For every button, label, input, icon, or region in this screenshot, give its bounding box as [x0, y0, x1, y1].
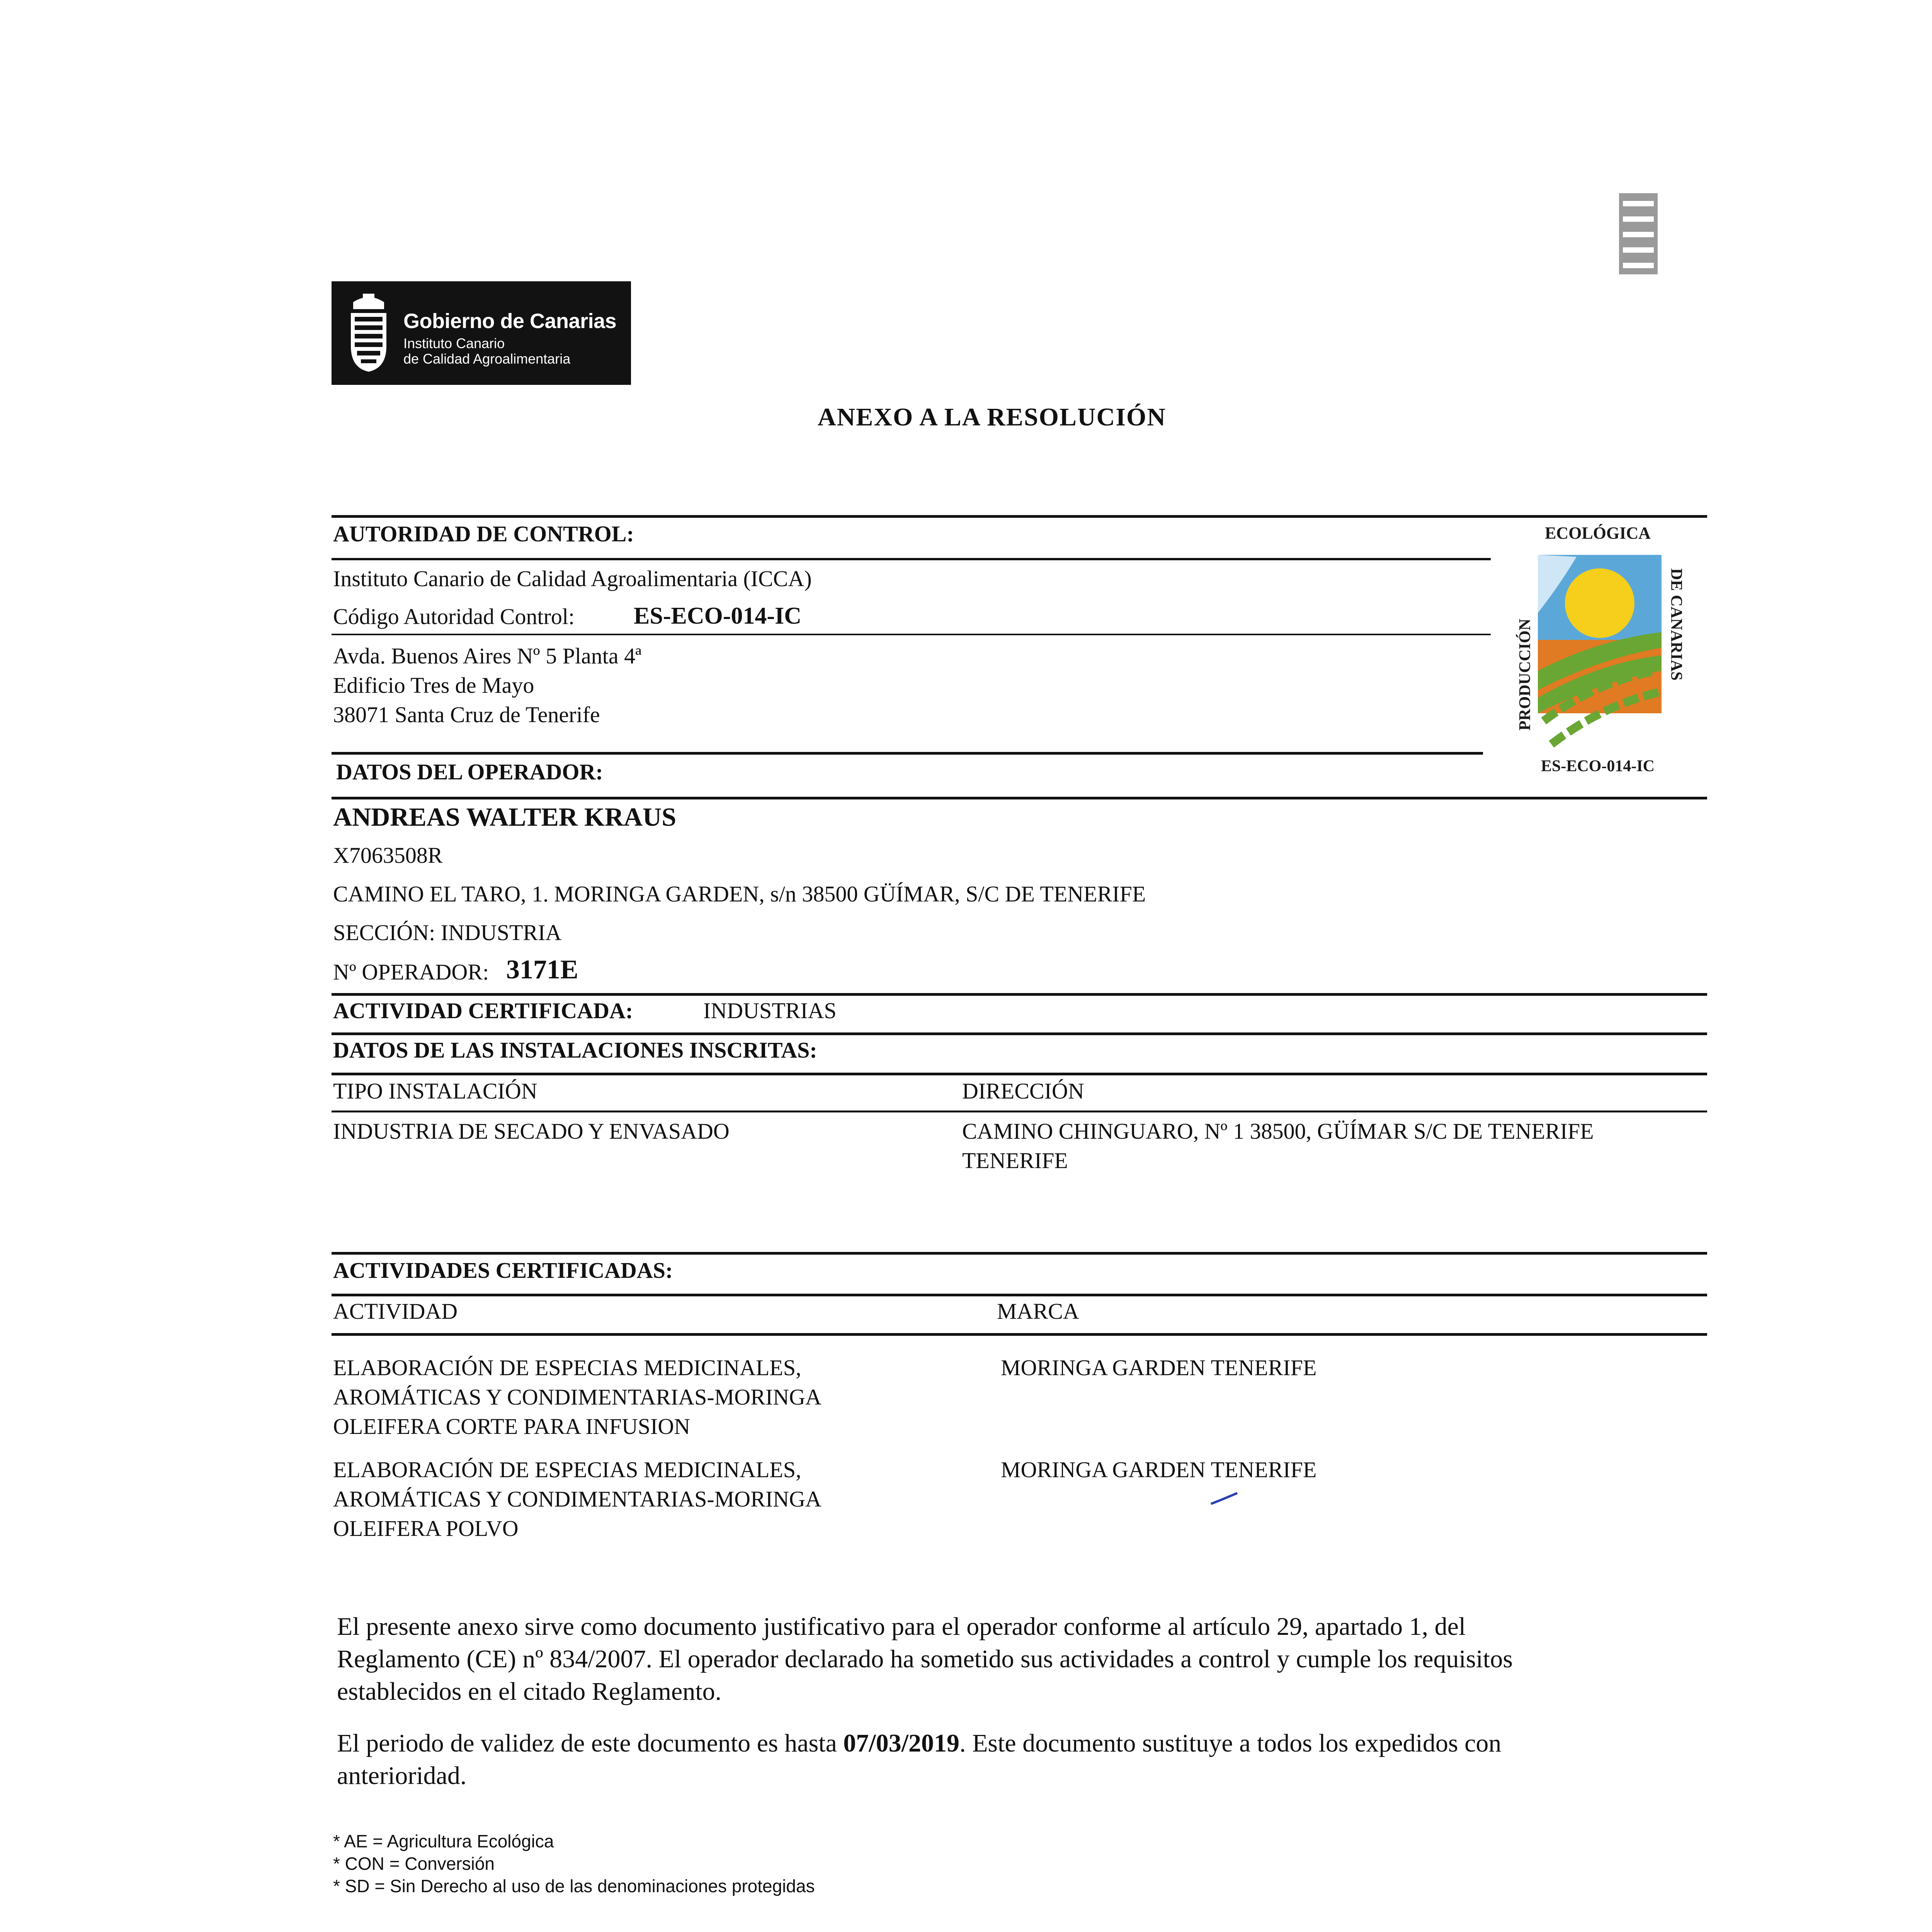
operator-name: ANDREAS WALTER KRAUS	[333, 802, 677, 832]
note-ae: * AE = Agricultura Ecológica	[333, 1831, 554, 1851]
org-sub-1: Instituto Canario	[403, 335, 505, 351]
org-name: Gobierno de Canarias	[403, 310, 617, 333]
authority-address-2: Edificio Tres de Mayo	[333, 673, 534, 698]
divider	[332, 797, 1707, 799]
installations-heading: DATOS DE LAS INSTALACIONES INSCRITAS:	[333, 1037, 817, 1063]
divider	[332, 558, 1491, 560]
activity-2-line-3: OLEIFERA POLVO	[333, 1516, 519, 1541]
statement-p1-line-2: Reglamento (CE) nº 834/2007. El operador declarado ha sometido sus actividades a control y cumple los requisitos	[337, 1645, 1513, 1673]
page-title: ANEXO A LA RESOLUCIÓN	[818, 403, 1167, 431]
authority-code-value: ES-ECO-014-IC	[634, 603, 802, 629]
divider	[332, 1032, 1707, 1035]
divider	[332, 634, 1491, 635]
activity-2-brand: MORINGA GARDEN TENERIFE	[1001, 1457, 1317, 1482]
statement-p1-line-1: El presente anexo sirve como documento justificativo para el operador conforme al artículo 29, apartado 1, del	[337, 1612, 1466, 1641]
activities-col-brand: MARCA	[997, 1299, 1079, 1324]
operator-address: CAMINO EL TARO, 1. MORINGA GARDEN, s/n 38500 GÜÍMAR, S/C DE TENERIFE	[333, 881, 1146, 906]
authority-heading: AUTORIDAD DE CONTROL:	[333, 521, 634, 546]
divider	[332, 1252, 1707, 1255]
eco-left-text: PRODUCCIÓN	[1516, 619, 1534, 731]
eco-code-text: ES-ECO-014-IC	[1541, 757, 1655, 775]
eco-right-text: DE CANARIAS	[1667, 568, 1685, 681]
activity-certified-value: INDUSTRIAS	[703, 998, 837, 1023]
divider	[332, 1073, 1707, 1075]
installation-address-1: CAMINO CHINGUARO, Nº 1 38500, GÜÍMAR S/C DE TENERIFE	[962, 1119, 1594, 1144]
installation-address-2: TENERIFE	[962, 1148, 1068, 1173]
activity-1-line-1: ELABORACIÓN DE ESPECIAS MEDICINALES,	[333, 1355, 801, 1380]
activity-1-line-3: OLEIFERA CORTE PARA INFUSION	[333, 1414, 690, 1439]
validity-statement	[337, 1727, 1501, 1760]
installations-col-address: DIRECCIÓN	[962, 1078, 1084, 1104]
validity-date: 07/03/2019	[843, 1729, 960, 1757]
activity-1-brand: MORINGA GARDEN TENERIFE	[1001, 1355, 1317, 1380]
eco-top-text: ECOLÓGICA	[1545, 524, 1651, 543]
note-sd: * SD = Sin Derecho al uso de las denominaciones protegidas	[333, 1876, 815, 1896]
pen-mark-icon	[1209, 1491, 1240, 1506]
activities-col-activity: ACTIVIDAD	[333, 1299, 458, 1324]
gobierno-canarias-logo	[332, 281, 631, 385]
authority-address-1: Avda. Buenos Aires Nº 5 Planta 4ª	[333, 643, 642, 668]
org-sub-2: de Calidad Agroalimentaria	[403, 351, 571, 367]
installations-col-type: TIPO INSTALACIÓN	[333, 1078, 537, 1104]
divider	[332, 752, 1483, 755]
installation-type: INDUSTRIA DE SECADO Y ENVASADO	[333, 1119, 730, 1144]
divider	[332, 1294, 1707, 1296]
eco-canarias-logo	[1501, 516, 1694, 787]
divider	[332, 1111, 1707, 1112]
divider	[332, 515, 1707, 518]
statement-p2-line-2: anterioridad.	[337, 1762, 467, 1790]
validity-post: . Este documento sustituye a todos los expedidos con	[959, 1729, 1502, 1757]
activity-certified-label: ACTIVIDAD CERTIFICADA:	[333, 998, 633, 1023]
operator-section: SECCIÓN: INDUSTRIA	[333, 920, 562, 945]
corner-stamp-mark	[1615, 189, 1662, 280]
activity-1-line-2: AROMÁTICAS Y CONDIMENTARIAS-MORINGA	[333, 1384, 821, 1410]
statement-p1-line-3: establecidos en el citado Reglamento.	[337, 1677, 722, 1706]
operator-number-value: 3171E	[506, 955, 578, 985]
activities-heading: ACTIVIDADES CERTIFICADAS:	[333, 1258, 673, 1283]
coat-of-arms-icon	[345, 292, 392, 373]
note-con: * CON = Conversión	[333, 1854, 495, 1874]
authority-name: Instituto Canario de Calidad Agroalimentaria (ICCA)	[333, 566, 812, 591]
operator-number-label: Nº OPERADOR:	[333, 959, 489, 985]
activity-2-line-2: AROMÁTICAS Y CONDIMENTARIAS-MORINGA	[333, 1486, 821, 1512]
divider	[332, 1333, 1707, 1336]
operator-heading: DATOS DEL OPERADOR:	[336, 759, 603, 784]
authority-address-3: 38071 Santa Cruz de Tenerife	[333, 702, 600, 727]
operator-id: X7063508R	[333, 843, 443, 868]
authority-code-label: Código Autoridad Control:	[333, 604, 575, 629]
divider	[332, 993, 1707, 996]
validity-pre: El periodo de validez de este documento es hasta	[337, 1729, 844, 1757]
activity-2-line-1: ELABORACIÓN DE ESPECIAS MEDICINALES,	[333, 1457, 801, 1482]
